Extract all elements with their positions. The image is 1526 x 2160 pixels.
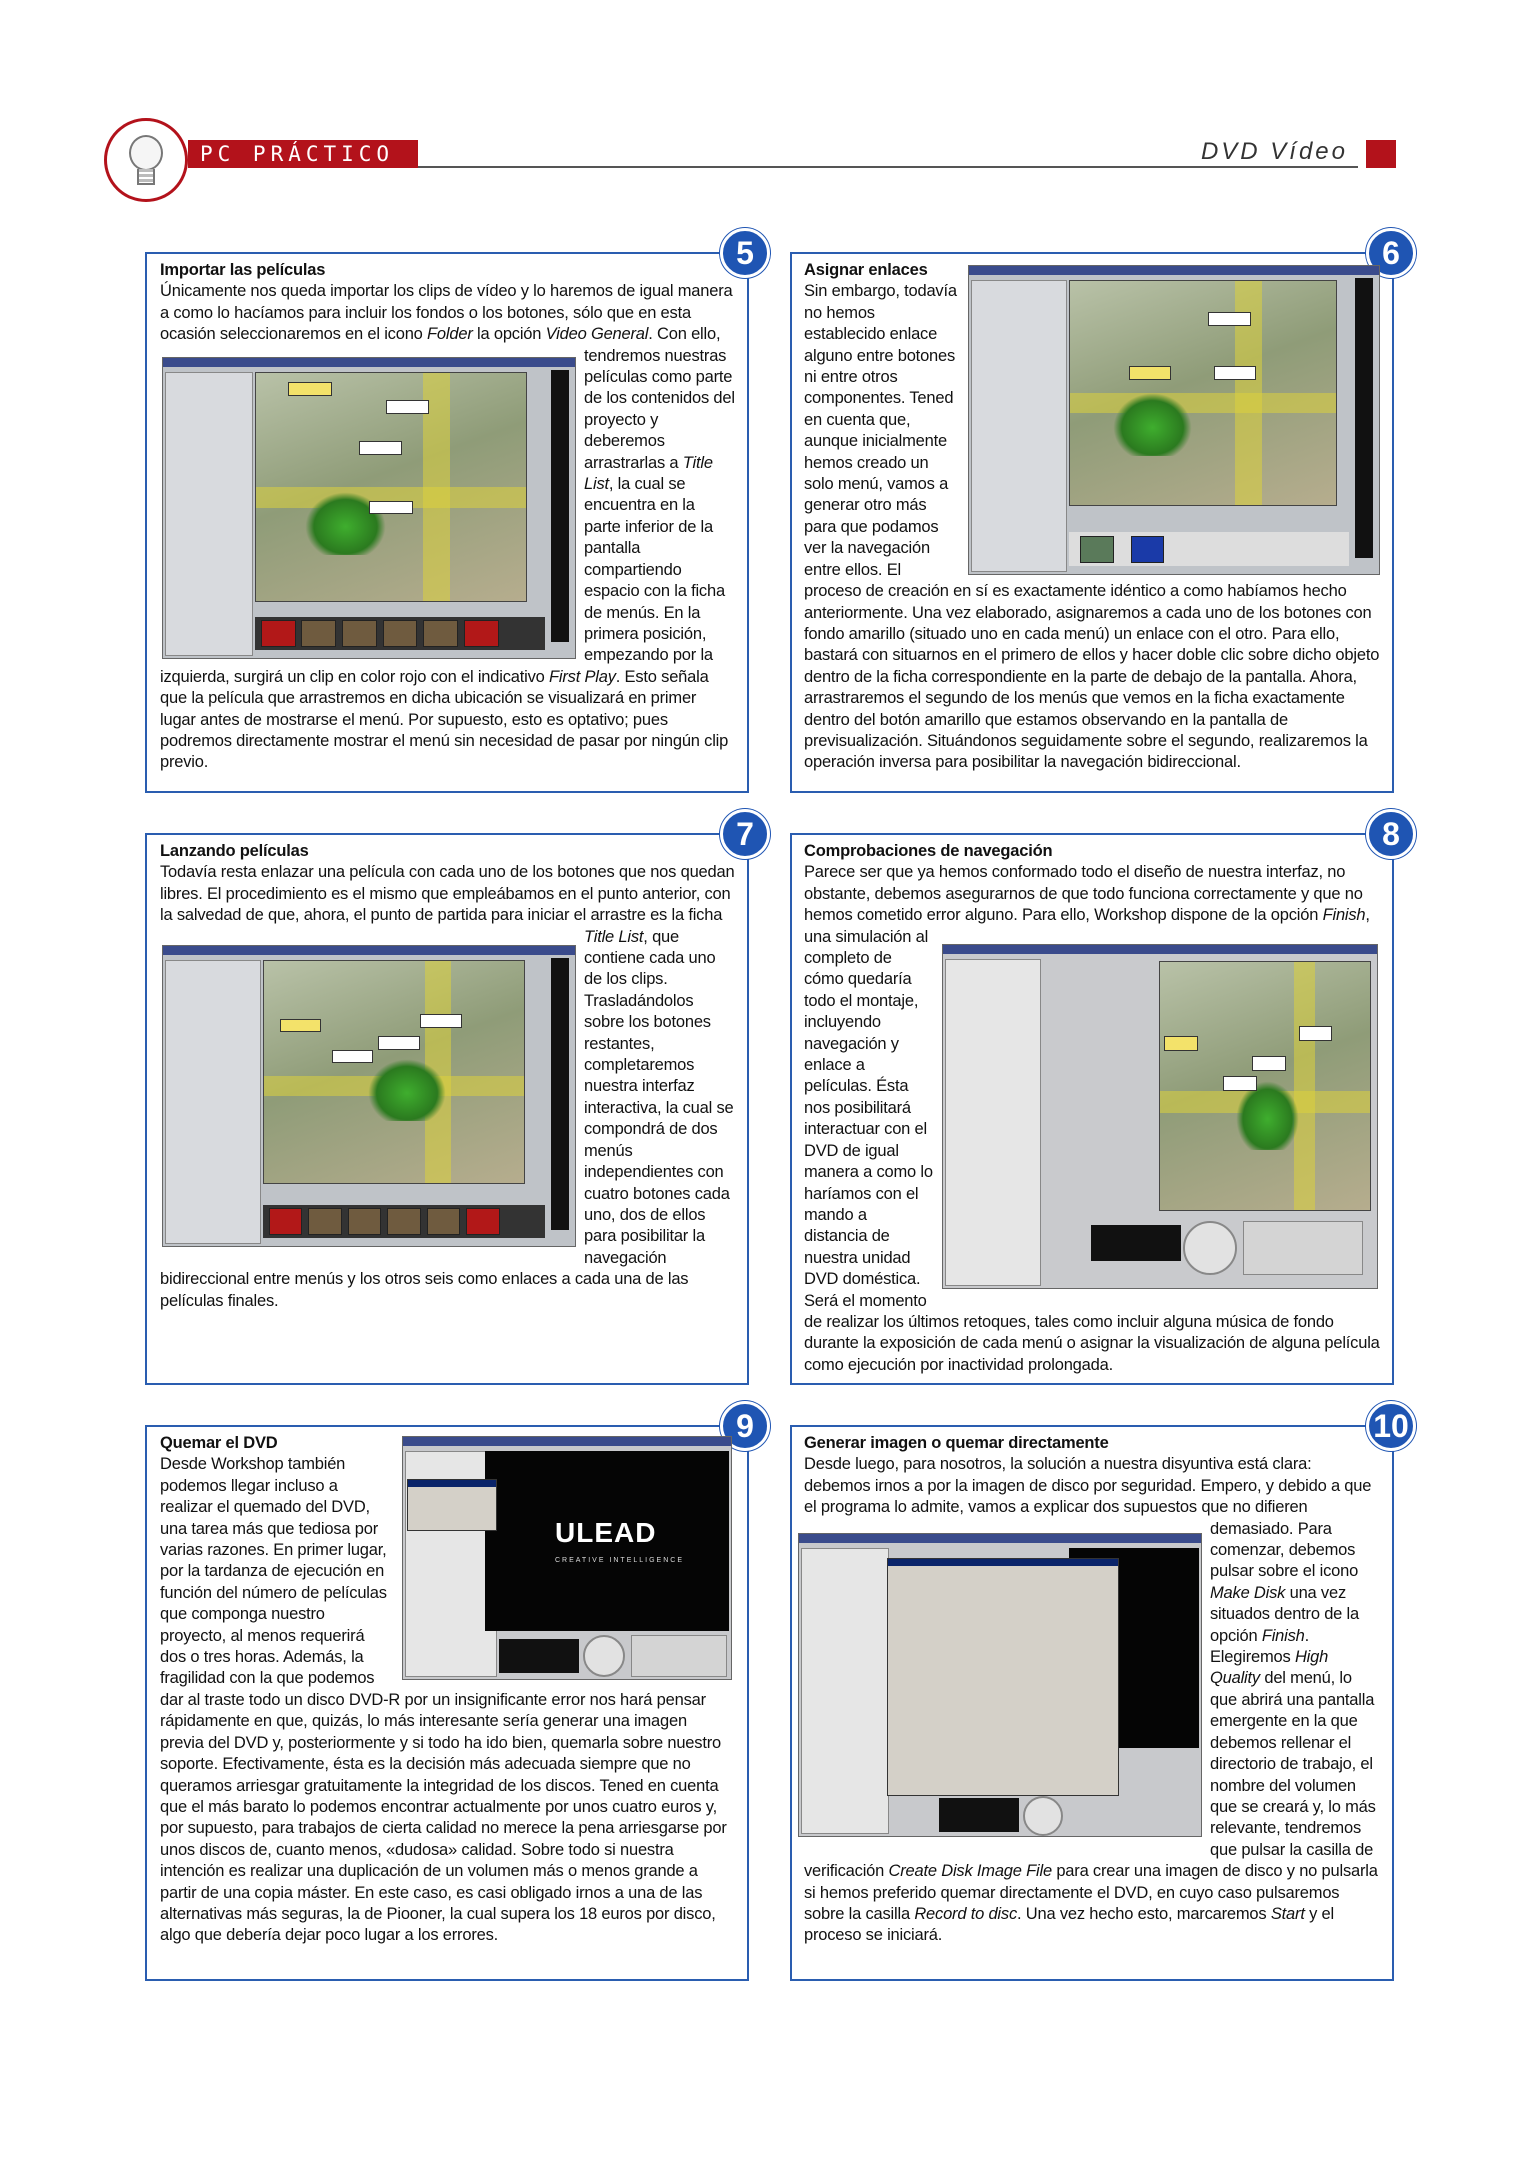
step-9-title: Quemar el DVD [160,1434,278,1452]
step-8-title: Comprobaciones de navegación [804,842,1053,860]
ulead-logo: ULEAD [555,1517,657,1548]
step-9-badge: 9 [720,1401,770,1451]
step-10-badge: 10 [1366,1401,1416,1451]
step-6-title: Asignar enlaces [804,261,928,279]
step-5-text: Importar las películas Únicamente nos queda importar los clips de vídeo y lo haremos de igual manera a como lo hacíamos para incluir los fondos o los botones, sólo que en esta ocasión seleccionaremos en el icono Folder la opción Video General. Con ello, tendremos nuestras películas como parte de los contenidos del proyecto y deberemos arrastrarlas a Title List, la cual se encuentra en la parte inferior de la pantalla compartiendo espacio con la ficha de menús. En la primera posición, empezando por la izquierda, surgirá un clip en color rojo con el indicativo First Play. Esto señala que la película que arrastremos en dicha ubicación se visualizará en primer lugar antes de mostrarse el menú. Por supuesto, esto es optativo; pues podremos directamente mostrar el menú sin necesidad de pasar por ningún clip previo. [160,261,735,772]
step-5-title: Importar las películas [160,261,326,279]
step-7-text: Lanzando películas Todavía resta enlazar una película con cada uno de los botones que nos quedan libres. El procedimiento es el mismo que empleábamos en el punto anterior, con la salvedad de que, ahora, el punto de partida para iniciar el arrastre es la ficha Title List, que contiene cada uno de los clips. Trasladándolos sobre los botones restantes, completaremos nuestra interfaz interactiva, la cual se compondrá de dos menús independientes con cuatro botones cada uno, dos de ellos para posibilitar la navegación bidireccional entre menús y los otros seis como enlaces a cada una de las películas finales. [160,842,735,1310]
lightbulb-icon [104,118,188,202]
section-band [188,140,418,168]
topic-label: DVD Vídeo [1200,138,1348,165]
section-label: PC PRÁCTICO [200,142,395,166]
header-tab [1366,140,1396,168]
step-8-text: Comprobaciones de navegación Parece ser que ya hemos conformado todo el diseño de nuestra interfaz, no obstante, debemos asegurarnos de que todo funciona correctamente y que no hemos cometido error alguno. Para ello, Workshop dispone de la opción Finish, una simulación al completo de cómo quedaría todo el montaje, incluyendo navegación y enlace a películas. Ésta nos posibilitará interactuar con el DVD de igual manera a como lo haríamos con el mando a distancia de nuestra unidad DVD doméstica. Será el momento de realizar los últimos retoques, tales como incluir alguna música de fondo durante la exposición de cada menú o asignar la visualización de alguna película como ejecución por inactividad prolongada. [804,841,1382,1376]
step-10-text: Generar imagen o quemar directamente Desde luego, para nosotros, la solución a nuestra disyuntiva está clara: debemos irnos a por la imagen de disco por seguridad. Empero, y debido a que el programa lo admite, vamos a explicar dos supuestos que no difieren demasiado. Para comenzar, debemos pulsar sobre el icono Make Disk una vez situados dentro de la opción Finish. Elegiremos High Quality del menú, lo que abrirá una pantalla emergente en la que debemos rellenar el directorio de trabajo, el nombre del volumen que se creará y, lo más relevante, tendremos que pulsar la casilla de verificación Create Disk Image File para crear una imagen de disco y no pulsarla si hemos preferido quemar directamente el DVD, en cuyo caso pulsaremos sobre la casilla Record to disc. Una vez hecho esto, marcaremos Start y el proceso se iniciará. [804,1433,1382,1973]
step-6-badge: 6 [1366,228,1416,278]
step-5-badge: 5 [720,228,770,278]
header-bar [188,140,1396,168]
step-7-title: Lanzando películas [160,842,309,860]
step-6-text: Asignar enlaces Sin embargo, todavía no hemos establecido enlace alguno entre botones ni entre otros componentes. Tened en cuenta que, aunque inicialmente hemos creado un solo menú, vamos a generar otro más para que podamos ver la navegación entre ellos. El proceso de creación en sí es exactamente idéntico a como habíamos hecho anteriormente. Una vez elaborado, asignaremos a cada uno de los botones con fondo amarillo (situado uno en cada menú) un enlace con el otro. Para ello, bastará con situarnos en el primero de ellos y hacer doble clic sobre dicho objeto dentro de la ficha correspondiente en la parte de debajo de la pantalla. Ahora, arrastraremos el segundo de los menús que vemos en la ficha exactamente dentro del botón amarillo que estamos observando en la pantalla de previsualización. Situándonos seguidamente sobre el segundo, realizaremos la operación inversa para posibilitar la navegación bidireccional. [804,260,1382,780]
header-rule [418,166,1358,168]
step-8-badge: 8 [1366,809,1416,859]
step-10-title: Generar imagen o quemar directamente [804,1434,1109,1452]
ulead-tagline: CREATIVE INTELLIGENCE [555,1557,685,1564]
step-7-badge: 7 [720,809,770,859]
step-9-text: Quemar el DVD Desde Workshop también podemos llegar incluso a realizar el quemado del DVD, una tarea más que tediosa por varias razones. En primer lugar, por la tardanza de ejecución en función del número de películas que componga nuestro proyecto, al menos requerirá dos o tres horas. Además, la fragilidad con la que podemos dar al traste todo un disco DVD-R por un insignificante error nos hará pensar rápidamente en que, quizás, lo más interesante sería generar una imagen previa del DVD y, posteriormente y si todo ha ido bien, quemarla sobre nuestro soporte. Efectivamente, ésta es la decisión más adecuada siempre que no queramos arriesgar gratuitamente la integridad de los discos. Tened en cuenta que el más barato lo podemos encontrar actualmente por unos cuatro euros y, por supuesto, para trabajos de cierta calidad no merece la pena arriesgarse por unos discos de, cuanto menos, «dudosa» calidad. Sobre todo si nuestra intención es realizar una duplicación de un volumen más o menos grande a partir de una copia máster. En este caso, es casi obligado irnos a una de las alternativas más seguras, la de Piooner, la cual supera los 18 euros por disco, algo que debería dejar poco lugar a los errores. [160,1433,735,1973]
